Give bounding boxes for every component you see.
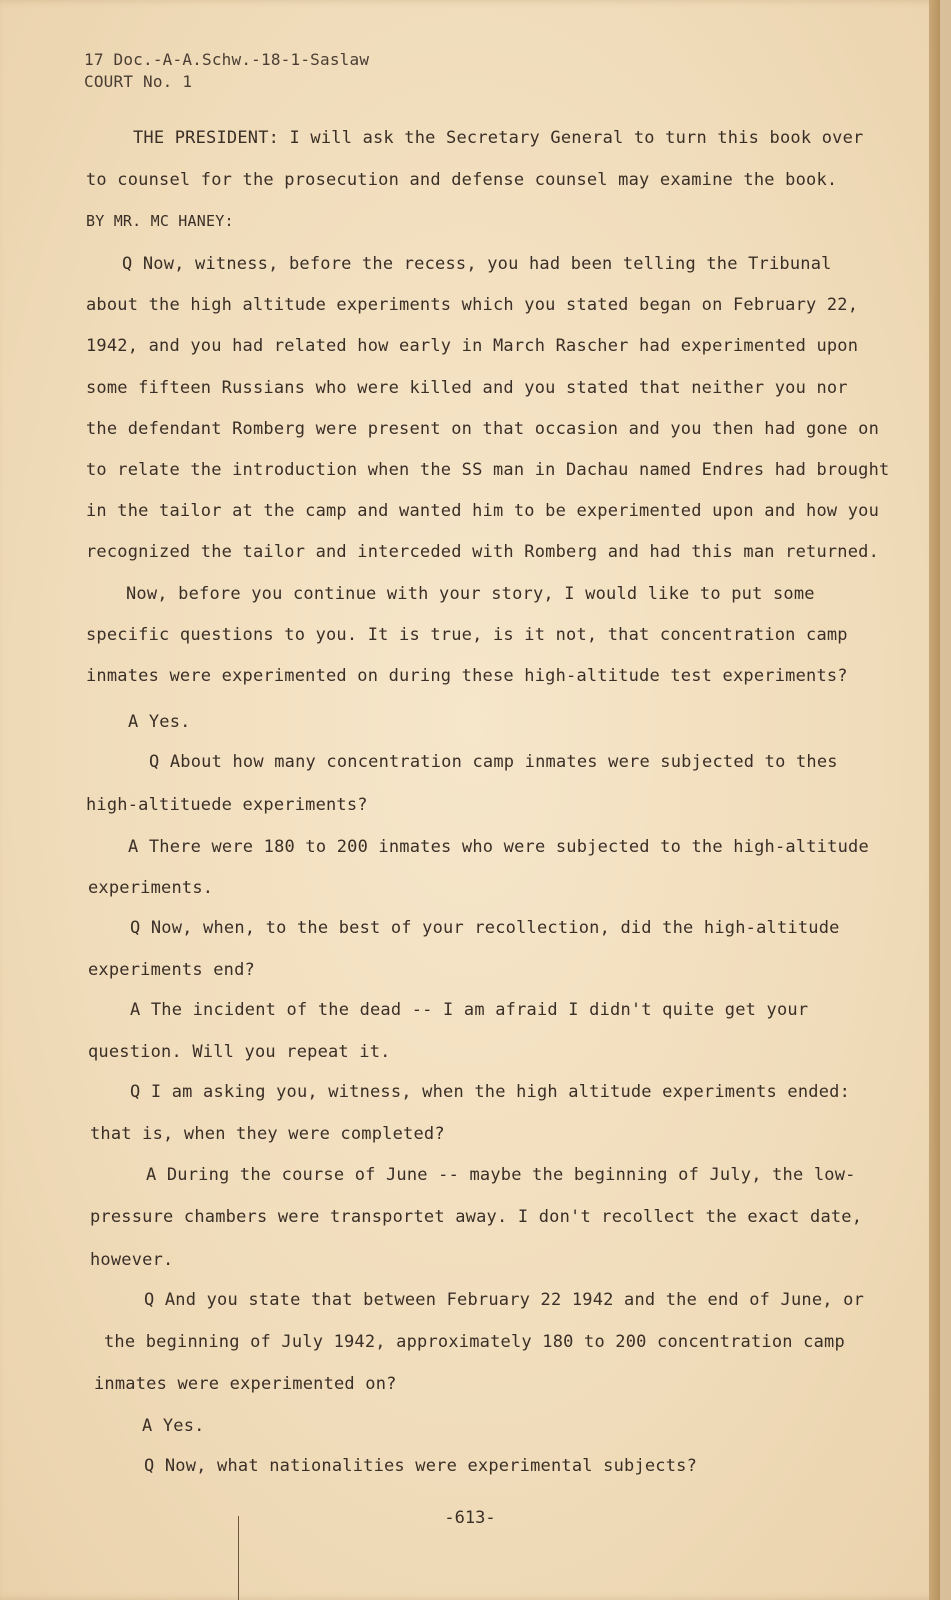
text-line: some fifteen Russians who were killed and you stated that neither you nor bbox=[86, 378, 848, 398]
text-line: Q Now, when, to the best of your recollection, did the high-altitude bbox=[130, 918, 840, 938]
text-line: A There were 180 to 200 inmates who were subjected to the high-altitude bbox=[128, 837, 869, 857]
text-line: Q Now, witness, before the recess, you had been telling the Tribunal bbox=[122, 254, 832, 274]
doc-reference: 17 Doc.-A-A.Schw.-18-1-Saslaw bbox=[84, 50, 370, 69]
text-line: to relate the introduction when the SS man in Dachau named Endres had brought bbox=[86, 460, 890, 480]
text-line: Q I am asking you, witness, when the high altitude experiments ended: bbox=[130, 1082, 851, 1102]
text-line: question. Will you repeat it. bbox=[88, 1042, 391, 1062]
text-line: the defendant Romberg were present on that occasion and you then had gone on bbox=[86, 419, 880, 439]
paper-tear-mark bbox=[238, 1516, 242, 1600]
text-line: A During the course of June -- maybe the beginning of July, the low- bbox=[146, 1165, 856, 1185]
text-line: recognized the tailor and interceded with Romberg and had this man returned. bbox=[86, 542, 880, 562]
text-line: Q And you state that between February 22 1942 and the end of June, or bbox=[144, 1290, 865, 1310]
text-line: to counsel for the prosecution and defense counsel may examine the book. bbox=[86, 170, 838, 190]
text-line: about the high altitude experiments which you stated began on February 22, bbox=[86, 295, 859, 315]
text-line: A The incident of the dead -- I am afraid I didn't quite get your bbox=[130, 1000, 809, 1020]
text-line: pressure chambers were transportet away. I don't recollect the exact date, bbox=[90, 1207, 863, 1227]
text-line: in the tailor at the camp and wanted him to be experimented upon and how you bbox=[86, 501, 880, 521]
text-line: BY MR. MC HANEY: bbox=[86, 212, 234, 230]
text-line: 1942, and you had related how early in March Rascher had experimented upon bbox=[86, 336, 859, 356]
text-line: THE PRESIDENT: I will ask the Secretary General to turn this book over bbox=[133, 128, 864, 148]
text-line: Q Now, what nationalities were experimental subjects? bbox=[144, 1456, 698, 1476]
text-line: inmates were experimented on during these high-altitude test experiments? bbox=[86, 666, 848, 686]
page-edge bbox=[929, 0, 940, 1600]
text-line: specific questions to you. It is true, is it not, that concentration camp bbox=[86, 625, 848, 645]
text-line: however. bbox=[90, 1250, 174, 1270]
text-line: A Yes. bbox=[128, 712, 191, 732]
text-line: the beginning of July 1942, approximately 180 to 200 concentration camp bbox=[104, 1332, 845, 1352]
text-line: Now, before you continue with your story, I would like to put some bbox=[126, 584, 815, 604]
text-line: A Yes. bbox=[142, 1416, 205, 1436]
text-line: that is, when they were completed? bbox=[90, 1124, 445, 1144]
text-line: high-altituede experiments? bbox=[86, 795, 368, 815]
text-line: experiments. bbox=[88, 878, 214, 898]
text-line: Q About how many concentration camp inmates were subjected to thes bbox=[149, 752, 838, 772]
page-number: -613- bbox=[444, 1508, 496, 1528]
text-line: experiments end? bbox=[88, 960, 255, 980]
text-line: inmates were experimented on? bbox=[94, 1374, 397, 1394]
court-number: COURT No. 1 bbox=[84, 72, 193, 91]
